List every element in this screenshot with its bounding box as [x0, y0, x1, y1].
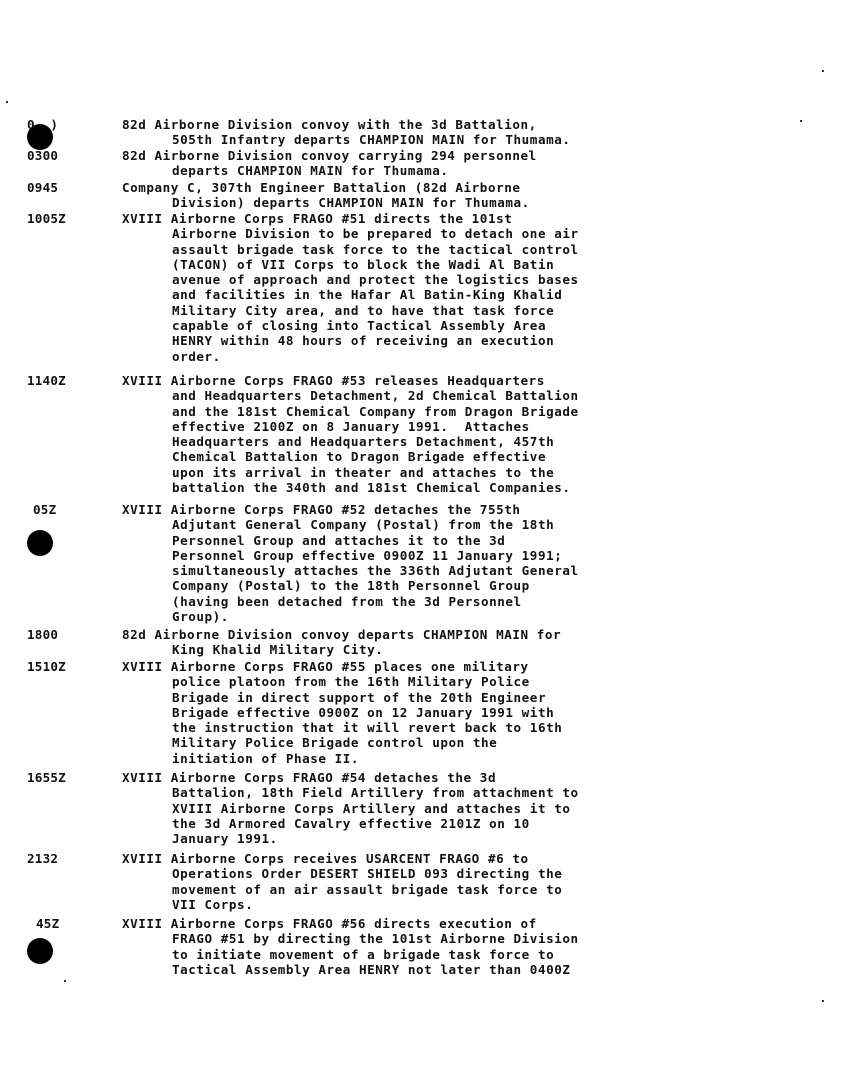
entry-line: simultaneously attaches the 336th Adjutant General	[172, 563, 579, 579]
hole-punch-bottom	[27, 938, 53, 964]
scan-speck	[822, 1000, 824, 1002]
entry-line: and Headquarters Detachment, 2d Chemical Battalion	[172, 388, 579, 404]
entry-time: 0300	[27, 148, 59, 163]
scan-speck	[822, 70, 824, 72]
entry-line: departs CHAMPION MAIN for Thumama.	[172, 163, 449, 179]
entry-line: and the 181st Chemical Company from Dragon Brigade	[172, 403, 579, 419]
entry-text	[122, 502, 579, 624]
entry-line: (TACON) of VII Corps to block the Wadi Al Batin	[172, 256, 555, 272]
entry-line: order.	[172, 348, 221, 364]
entry-time: 45Z	[36, 916, 60, 931]
entry-text	[122, 851, 562, 912]
entry-text	[122, 373, 579, 495]
entry-line: XVIII Airborne Corps FRAGO #53 releases Headquarters	[122, 373, 545, 388]
entry-line: the instruction that it will revert back to 16th	[172, 720, 563, 736]
entry-time: 2132	[27, 851, 59, 866]
entry-line: Operations Order DESERT SHIELD 093 directing the	[172, 866, 563, 882]
entry-line: to initiate movement of a brigade task force to	[172, 946, 555, 962]
entry-line: battalion the 340th and 181st Chemical Companies.	[172, 480, 571, 496]
entry-line: XVIII Airborne Corps FRAGO #54 detaches the 3d	[122, 770, 497, 785]
entry-line: Group).	[172, 609, 229, 625]
entry-text	[122, 211, 579, 364]
scan-speck	[6, 101, 8, 103]
entry-line: Headquarters and Headquarters Detachment, 457th	[172, 434, 555, 450]
entry-line: Tactical Assembly Area HENRY not later than 0400Z	[172, 961, 571, 977]
entry-line: assault brigade task force to the tactical control	[172, 241, 579, 257]
entry-line: Military Police Brigade control upon the	[172, 735, 498, 751]
entry-time: 0 )	[27, 117, 59, 132]
entry-line: XVIII Airborne Corps FRAGO #52 detaches the 755th	[122, 502, 521, 517]
entry-line: January 1991.	[172, 831, 278, 847]
entry-line: Brigade in direct support of the 20th Engineer	[172, 689, 547, 705]
entry-line: 82d Airborne Division convoy carrying 294 personnel	[122, 148, 537, 163]
entry-text	[122, 659, 562, 766]
entry-line: Adjutant General Company (Postal) from the 18th	[172, 517, 555, 533]
entry-line: FRAGO #51 by directing the 101st Airborne Division	[172, 931, 579, 947]
entry-time: 1655Z	[27, 770, 66, 785]
entry-line: Company C, 307th Engineer Battalion (82d Airborne	[122, 180, 521, 195]
entry-time: 1005Z	[27, 211, 66, 226]
entry-line: Brigade effective 0900Z on 12 January 1991 with	[172, 704, 555, 720]
scan-speck	[64, 980, 66, 982]
entry-line: Airborne Division to be prepared to detach one air	[172, 226, 579, 242]
scan-speck	[800, 120, 802, 122]
entry-line: avenue of approach and protect the logistics bases	[172, 272, 579, 288]
entry-line: XVIII Airborne Corps Artillery and attaches it to	[172, 800, 571, 816]
entry-line: Battalion, 18th Field Artillery from attachment to	[172, 785, 579, 801]
entry-time: 1800	[27, 627, 59, 642]
entry-time: 0945	[27, 180, 59, 195]
hole-punch-middle	[27, 530, 53, 556]
entry-time: 1510Z	[27, 659, 66, 674]
entry-line: 82d Airborne Division convoy with the 3d Battalion,	[122, 117, 537, 132]
entry-text	[122, 627, 561, 658]
entry-line: Company (Postal) to the 18th Personnel Group	[172, 578, 530, 594]
entry-line: police platoon from the 16th Military Police	[172, 674, 530, 690]
entry-line: Personnel Group effective 0900Z 11 January 1991;	[172, 547, 563, 563]
entry-line: 505th Infantry departs CHAMPION MAIN for Thumama.	[172, 132, 571, 148]
entry-line: upon its arrival in theater and attaches to the	[172, 464, 555, 480]
entry-line: Division) departs CHAMPION MAIN for Thumama.	[172, 195, 530, 211]
entry-line: effective 2100Z on 8 January 1991. Attaches	[172, 418, 530, 434]
entry-text	[122, 148, 537, 179]
entry-time: 05Z	[33, 502, 57, 517]
entry-line: XVIII Airborne Corps FRAGO #56 directs execution of	[122, 916, 537, 931]
entry-line: movement of an air assault brigade task force to	[172, 881, 563, 897]
entry-text	[122, 180, 530, 211]
entry-line: King Khalid Military City.	[172, 642, 384, 658]
entry-line: (having been detached from the 3d Personnel	[172, 593, 522, 609]
entry-line: and facilities in the Hafar Al Batin-King Khalid	[172, 287, 563, 303]
entry-line: Chemical Battalion to Dragon Brigade effective	[172, 449, 547, 465]
entry-line: VII Corps.	[172, 896, 254, 912]
entry-line: Personnel Group and attaches it to the 3d	[172, 532, 506, 548]
entry-time: 1140Z	[27, 373, 66, 388]
entry-line: XVIII Airborne Corps receives USARCENT FRAGO #6 to	[122, 851, 529, 866]
entry-text	[122, 770, 579, 846]
entry-text	[122, 916, 579, 977]
entry-line: 82d Airborne Division convoy departs CHAMPION MAIN for	[122, 627, 562, 642]
entry-line: Military City area, and to have that task force	[172, 302, 555, 318]
entry-line: XVIII Airborne Corps FRAGO #55 places one military	[122, 659, 529, 674]
entry-line: HENRY within 48 hours of receiving an execution	[172, 333, 555, 349]
entry-text	[122, 117, 570, 148]
entry-line: the 3d Armored Cavalry effective 2101Z on 10	[172, 815, 530, 831]
entry-line: XVIII Airborne Corps FRAGO #51 directs the 101st	[122, 211, 513, 226]
entry-line: initiation of Phase II.	[172, 750, 360, 766]
entry-line: capable of closing into Tactical Assembly Area	[172, 318, 547, 334]
